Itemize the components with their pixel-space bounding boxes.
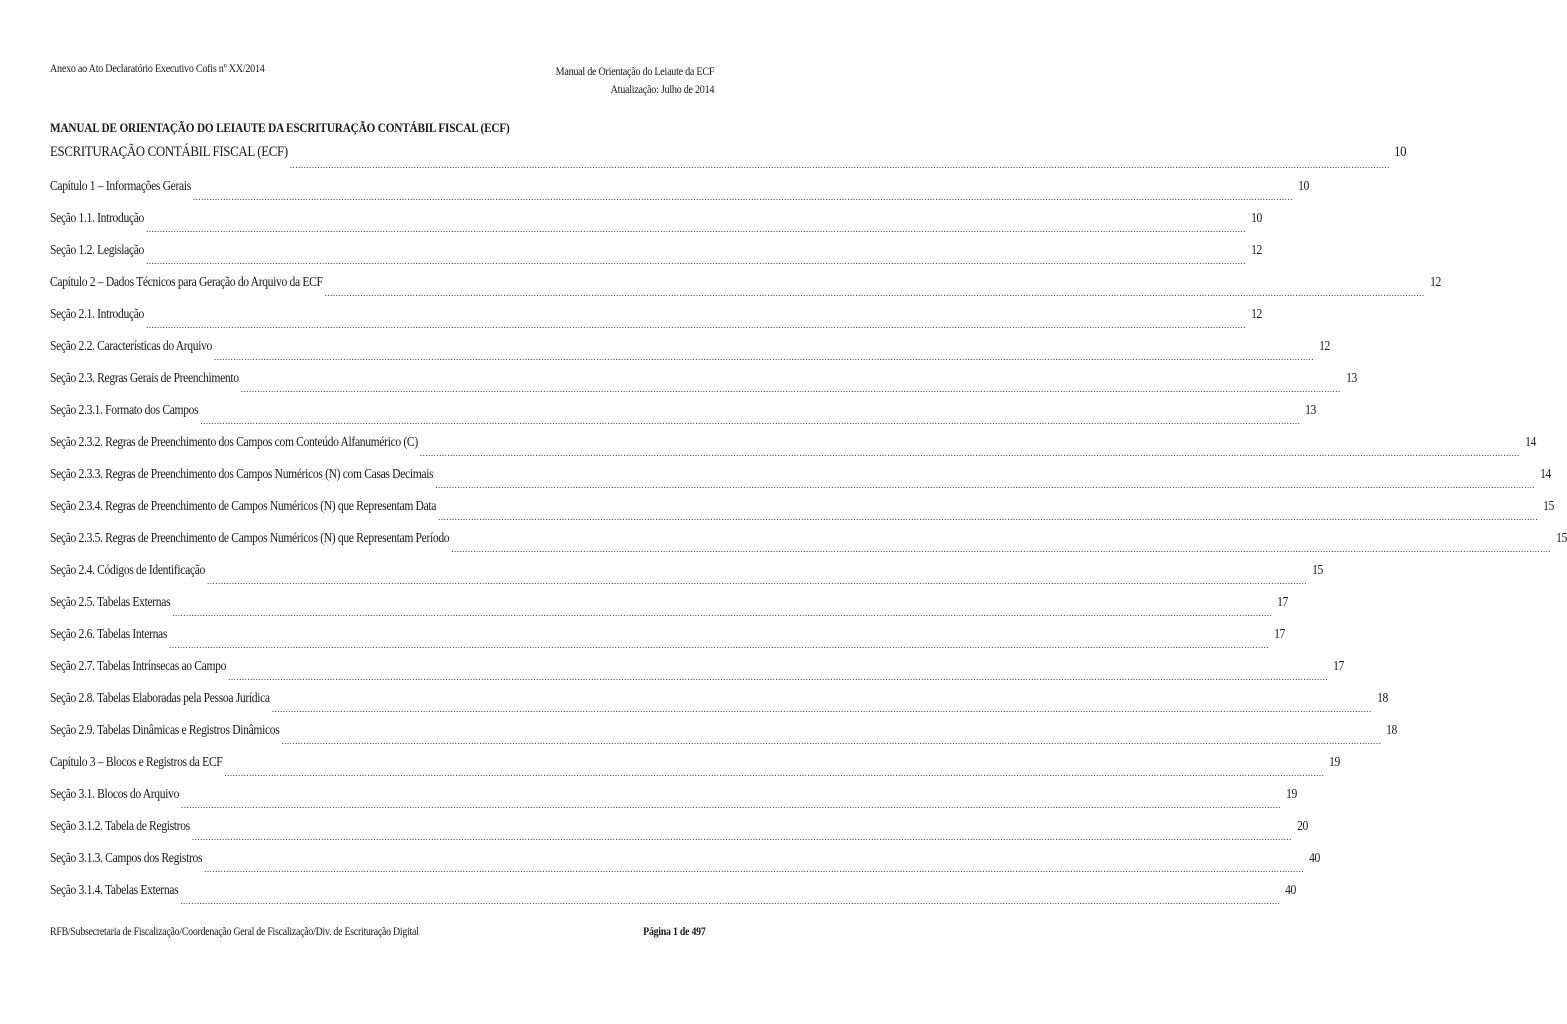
toc-leader-dots: ................................................................................................................................................................................................................................................................................................................................................................................................................ bbox=[240, 384, 1341, 394]
toc-entry[interactable] bbox=[50, 302, 1262, 334]
toc-entry-page: 12 bbox=[1319, 338, 1331, 353]
toc-entry-title: Seção 2.3.3. Regras de Preenchimento dos Campos Numéricos (N) com Casas Decimais bbox=[50, 466, 434, 481]
toc-entry-title: Seção 2.7. Tabelas Intrínsecas ao Campo bbox=[50, 658, 227, 673]
toc-entry[interactable] bbox=[50, 270, 1441, 302]
toc-entry-page: 12 bbox=[1251, 306, 1262, 321]
toc-entry-page: 17 bbox=[1274, 626, 1286, 641]
toc-leader-dots: ................................................................................................................................................................................................................................................................................................................................................................................................................ bbox=[435, 480, 1536, 490]
toc-entry-title: Seção 2.3.5. Regras de Preenchimento de Campos Numéricos (N) que Representam Período bbox=[50, 530, 450, 545]
toc-leader-dots: ................................................................................................................................................................................................................................................................................................................................................................................................................ bbox=[192, 192, 1293, 202]
toc-leader-dots: ................................................................................................................................................................................................................................................................................................................................................................................................................ bbox=[271, 704, 1372, 714]
toc-entry-page: 10 bbox=[1297, 178, 1309, 193]
toc-entry-title: Seção 3.1.2. Tabela de Registros bbox=[50, 818, 190, 833]
toc-entry-page: 20 bbox=[1296, 818, 1308, 833]
toc-entry[interactable] bbox=[50, 140, 1407, 174]
toc-entry-page: 17 bbox=[1277, 594, 1289, 609]
table-of-contents bbox=[50, 140, 1567, 910]
toc-entry[interactable] bbox=[50, 398, 1317, 430]
toc-entry-title: Seção 2.3.1. Formato dos Campos bbox=[50, 402, 199, 417]
toc-leader-dots: ................................................................................................................................................................................................................................................................................................................................................................................................................ bbox=[289, 160, 1390, 170]
toc-entry-page: 12 bbox=[1429, 274, 1441, 289]
toc-entry-title: Seção 2.8. Tabelas Elaboradas pela Pessoa Jurídica bbox=[50, 690, 270, 705]
toc-entry-title: Seção 2.4. Códigos de Identificação bbox=[50, 562, 205, 577]
toc-entry-page: 18 bbox=[1386, 722, 1398, 737]
toc-entry[interactable] bbox=[50, 430, 1536, 462]
toc-entry-title: Seção 2.3.4. Regras de Preenchimento de Campos Numéricos (N) que Representam Data bbox=[50, 498, 437, 513]
toc-entry-page: 19 bbox=[1286, 786, 1298, 801]
toc-entry-page: 13 bbox=[1305, 402, 1317, 417]
toc-entry-page: 40 bbox=[1285, 882, 1297, 897]
toc-leader-dots: ................................................................................................................................................................................................................................................................................................................................................................................................................ bbox=[172, 608, 1273, 618]
toc-leader-dots: ................................................................................................................................................................................................................................................................................................................................................................................................................ bbox=[224, 768, 1325, 778]
toc-entry-page: 15 bbox=[1543, 498, 1555, 513]
toc-entry-page: 14 bbox=[1524, 434, 1536, 449]
toc-entry[interactable] bbox=[50, 654, 1345, 686]
toc-entry[interactable] bbox=[50, 782, 1298, 814]
toc-entry-title: Seção 1.1. Introdução bbox=[50, 210, 145, 225]
toc-leader-dots: ................................................................................................................................................................................................................................................................................................................................................................................................................ bbox=[204, 864, 1305, 874]
toc-leader-dots: ................................................................................................................................................................................................................................................................................................................................................................................................................ bbox=[146, 224, 1246, 234]
toc-entry[interactable] bbox=[50, 526, 1567, 558]
toc-leader-dots: ................................................................................................................................................................................................................................................................................................................................................................................................................ bbox=[146, 320, 1246, 330]
toc-leader-dots: ................................................................................................................................................................................................................................................................................................................................................................................................................ bbox=[228, 672, 1329, 682]
toc-entry-title: Seção 2.9. Tabelas Dinâmicas e Registros Dinâmicos bbox=[50, 722, 280, 737]
toc-entry-title: Capítulo 2 – Dados Técnicos para Geração do Arquivo da ECF bbox=[50, 274, 323, 289]
toc-leader-dots: ................................................................................................................................................................................................................................................................................................................................................................................................................ bbox=[146, 256, 1246, 266]
toc-entry-title: Seção 3.1.4. Tabelas Externas bbox=[50, 882, 179, 897]
toc-leader-dots: ................................................................................................................................................................................................................................................................................................................................................................................................................ bbox=[169, 640, 1270, 650]
toc-entry[interactable] bbox=[50, 814, 1308, 846]
toc-entry[interactable] bbox=[50, 334, 1331, 366]
toc-entry-page: 17 bbox=[1333, 658, 1345, 673]
toc-leader-dots: ................................................................................................................................................................................................................................................................................................................................................................................................................ bbox=[438, 512, 1539, 522]
toc-entry-title: ESCRITURAÇÃO CONTÁBIL FISCAL (ECF) bbox=[50, 144, 288, 160]
toc-entry[interactable] bbox=[50, 558, 1323, 590]
toc-entry-title: Seção 2.6. Tabelas Internas bbox=[50, 626, 168, 641]
toc-entry-page: 18 bbox=[1376, 690, 1388, 705]
toc-leader-dots: ................................................................................................................................................................................................................................................................................................................................................................................................................ bbox=[419, 448, 1520, 458]
toc-entry[interactable] bbox=[50, 878, 1297, 910]
toc-entry[interactable] bbox=[50, 686, 1388, 718]
footer-page-label: Página bbox=[643, 926, 672, 938]
toc-entry[interactable] bbox=[50, 622, 1286, 654]
toc-leader-dots: ................................................................................................................................................................................................................................................................................................................................................................................................................ bbox=[206, 576, 1307, 586]
toc-entry[interactable] bbox=[50, 718, 1398, 750]
toc-leader-dots: ................................................................................................................................................................................................................................................................................................................................................................................................................ bbox=[281, 736, 1382, 746]
footer-page-current: 1 bbox=[673, 926, 679, 938]
toc-leader-dots: ................................................................................................................................................................................................................................................................................................................................................................................................................ bbox=[191, 832, 1292, 842]
toc-entry[interactable] bbox=[50, 366, 1357, 398]
toc-entry[interactable] bbox=[50, 462, 1552, 494]
toc-leader-dots: ................................................................................................................................................................................................................................................................................................................................................................................................................ bbox=[200, 416, 1301, 426]
toc-entry[interactable] bbox=[50, 590, 1289, 622]
toc-leader-dots: ................................................................................................................................................................................................................................................................................................................................................................................................................ bbox=[180, 896, 1281, 906]
footer-page-number bbox=[644, 926, 706, 938]
toc-entry-title: Seção 2.5. Tabelas Externas bbox=[50, 594, 171, 609]
toc-entry-title: Seção 2.3.2. Regras de Preenchimento dos Campos com Conteúdo Alfanumérico (C) bbox=[50, 434, 418, 449]
toc-entry-page: 14 bbox=[1540, 466, 1552, 481]
toc-entry-title: Seção 2.1. Introdução bbox=[50, 306, 145, 321]
toc-entry[interactable] bbox=[50, 174, 1309, 206]
toc-entry-title: Seção 3.1.3. Campos dos Registros bbox=[50, 850, 203, 865]
toc-entry-page: 12 bbox=[1251, 242, 1262, 257]
toc-entry[interactable] bbox=[50, 238, 1262, 270]
footer-page-of: de bbox=[680, 926, 690, 938]
footer-left: RFB/Subsecretaria de Fiscalização/Coordenação Geral de Fiscalização/Div. de Escrituração Digital bbox=[50, 926, 419, 938]
toc-leader-dots: ................................................................................................................................................................................................................................................................................................................................................................................................................ bbox=[181, 800, 1282, 810]
toc-entry-title: Seção 2.2. Características do Arquivo bbox=[50, 338, 213, 353]
toc-entry-page: 15 bbox=[1556, 530, 1567, 545]
toc-entry-page: 10 bbox=[1251, 210, 1262, 225]
header-right bbox=[555, 63, 714, 99]
toc-entry-page: 10 bbox=[1393, 144, 1407, 160]
toc-entry-page: 13 bbox=[1345, 370, 1357, 385]
toc-entry-page: 40 bbox=[1309, 850, 1321, 865]
toc-entry-page: 19 bbox=[1329, 754, 1341, 769]
toc-entry-title: Seção 2.3. Regras Gerais de Preenchimento bbox=[50, 370, 239, 385]
header-right-title: Manual de Orientação do Leiaute da ECF bbox=[555, 66, 714, 78]
toc-entry[interactable] bbox=[50, 846, 1321, 878]
document-title: MANUAL DE ORIENTAÇÃO DO LEIAUTE DA ESCRITURAÇÃO CONTÁBIL FISCAL (ECF) bbox=[50, 121, 510, 135]
toc-entry-page: 15 bbox=[1312, 562, 1323, 577]
toc-leader-dots: ................................................................................................................................................................................................................................................................................................................................................................................................................ bbox=[451, 544, 1552, 554]
header-right-update: Atualização: Julho de 2014 bbox=[610, 84, 714, 96]
toc-entry[interactable] bbox=[50, 206, 1262, 238]
toc-entry[interactable] bbox=[50, 494, 1555, 526]
toc-leader-dots: ................................................................................................................................................................................................................................................................................................................................................................................................................ bbox=[214, 352, 1315, 362]
toc-entry-title: Capítulo 1 – Informações Gerais bbox=[50, 178, 191, 193]
toc-entry-title: Seção 1.2. Legislação bbox=[50, 242, 145, 257]
footer-page-total: 497 bbox=[691, 926, 706, 938]
header-left: Anexo ao Ato Declaratório Executivo Cofis nº XX/2014 bbox=[50, 63, 265, 75]
toc-entry-title: Seção 3.1. Blocos do Arquivo bbox=[50, 786, 180, 801]
toc-entry[interactable] bbox=[50, 750, 1341, 782]
toc-entry-title: Capítulo 3 – Blocos e Registros da ECF bbox=[50, 754, 223, 769]
toc-leader-dots: ................................................................................................................................................................................................................................................................................................................................................................................................................ bbox=[324, 288, 1425, 298]
